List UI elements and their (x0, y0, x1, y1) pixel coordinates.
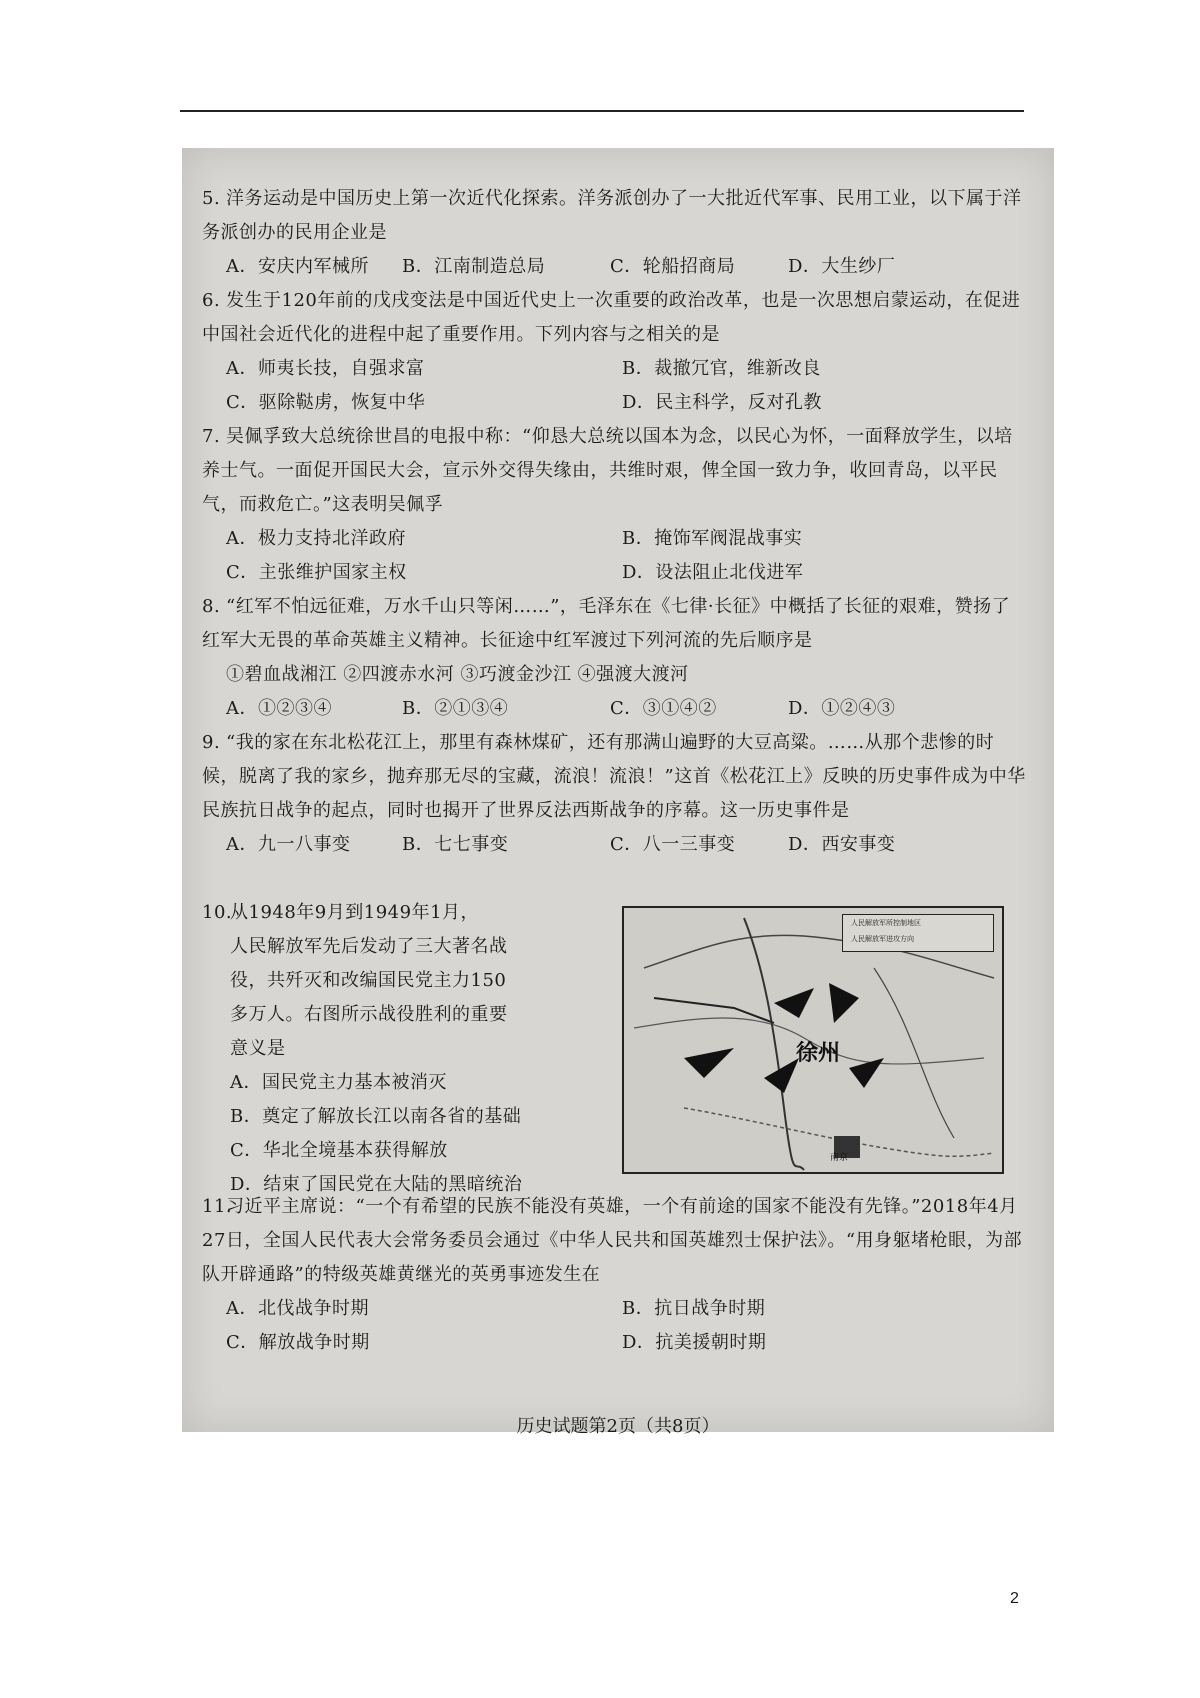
option-c: C．轮船招商局 (610, 256, 736, 277)
option-d: D．西安事变 (788, 834, 896, 855)
question-number: 8. (202, 596, 221, 617)
question-6 (202, 284, 1028, 420)
option-b: B．奠定了解放长江以南各省的基础 (230, 1106, 522, 1127)
question-5 (202, 182, 1028, 284)
question-number: 6. (202, 290, 221, 311)
battle-map (622, 906, 1004, 1174)
exam-page-footer: 历史试题第2页（共8页） (516, 1416, 720, 1437)
option-b: B．七七事变 (402, 834, 509, 855)
option-a: A．极力支持北洋政府 (226, 528, 406, 549)
question-stem: “红军不怕远征难，万水千山只等闲……”，毛泽东在《七律·长征》中概括了长征的艰难，赞扬了红军大无畏的革命英雄主义精神。长征途中红军渡过下列河流的先后顺序是 (202, 596, 1011, 651)
question-11 (202, 1190, 1028, 1360)
question-7 (202, 420, 1028, 590)
city-label-xuzhou: 徐州 (796, 1040, 841, 1066)
city-label-nanjing: 南京 (830, 1153, 849, 1163)
option-c: C．驱除鞑虏，恢复中华 (226, 392, 426, 413)
header-rule (180, 110, 1024, 112)
question-stem: “我的家在东北松花江上，那里有森林煤矿，还有那满山遍野的大豆高粱。……从那个悲惨的时候，脱离了我的家乡，抛弃那无尽的宝藏，流浪！流浪！”这首《松花江上》反映的历史事件成为中华民族抗日战争的起点，同时也揭开了世界反法西斯战争的序幕。这一历史事件是 (202, 732, 1026, 821)
option-c: C．解放战争时期 (226, 1332, 370, 1353)
question-number: 5. (202, 188, 221, 209)
question-8 (202, 590, 1028, 726)
option-d: D．设法阻止北伐进军 (622, 562, 804, 583)
question-stem: 习近平主席说：“一个有希望的民族不能没有英雄，一个有前途的国家不能没有先锋。”2018年4月27日，全国人民代表大会常务委员会通过《中华人民共和国英雄烈士保护法》。“用身躯堵枪眼，为部队开辟通路”的特级英雄黄继光的英勇事迹发生在 (202, 1196, 1023, 1285)
legend-item: 人民解放军所控制地区 (851, 919, 921, 927)
option-d: D．大生纱厂 (788, 256, 896, 277)
question-10 (202, 896, 562, 1202)
map-legend (842, 914, 994, 952)
option-c: C．八一三事变 (610, 834, 736, 855)
question-stem-line: 人民解放军先后发动了三大著名战 (230, 936, 508, 957)
option-b: B．裁撤冗官，维新改良 (622, 358, 821, 379)
question-stem-line: 多万人。右图所示战役胜利的重要 (230, 1004, 508, 1025)
option-a: A．安庆内军械所 (226, 256, 369, 277)
question-stem: 洋务运动是中国历史上第一次近代化探索。洋务派创办了一大批近代军事、民用工业，以下属于洋务派创办的民用企业是 (202, 188, 1022, 243)
option-b: B．掩饰军阀混战事实 (622, 528, 803, 549)
question-number: 11. (202, 1196, 233, 1217)
option-c: C．主张维护国家主权 (226, 562, 407, 583)
option-c: C．③①④② (610, 698, 717, 719)
question-stem: 吴佩孚致大总统徐世昌的电报中称：“仰恳大总统以国本为念，以民心为怀，一面释放学生，以培养士气。一面促开国民大会，宣示外交得失缘由，共维时艰，俾全国一致力争，收回青岛，以平民气，而救危亡。”这表明吴佩孚 (202, 426, 1013, 515)
option-d: D．抗美援朝时期 (622, 1332, 767, 1353)
option-d: D．①②④③ (788, 698, 896, 719)
option-d: D．民主科学，反对孔教 (622, 392, 822, 413)
scanned-exam-page (182, 148, 1054, 1437)
legend-item: 人民解放军进攻方向 (851, 935, 914, 943)
option-a: A．北伐战争时期 (226, 1298, 369, 1319)
page-number: 2 (1010, 1590, 1019, 1607)
option-a: A．国民党主力基本被消灭 (230, 1072, 447, 1093)
question-number: 9. (202, 732, 221, 753)
option-b: B．抗日战争时期 (622, 1298, 766, 1319)
question-9 (202, 726, 1028, 862)
question-stem-line: 从1948年9月到1949年1月， (230, 902, 480, 923)
option-a: A．师夷长技，自强求富 (226, 358, 425, 379)
option-a: A．①②③④ (226, 698, 332, 719)
question-number: 7. (202, 426, 221, 447)
sub-items: ①碧血战湘江 ②四渡赤水河 ③巧渡金沙江 ④强渡大渡河 (226, 664, 689, 685)
question-stem-line: 意义是 (230, 1038, 286, 1059)
question-stem-line: 役，共歼灭和改编国民党主力150 (230, 970, 507, 991)
option-c: C．华北全境基本获得解放 (230, 1140, 448, 1161)
option-d: D．结束了国民党在大陆的黑暗统治 (230, 1174, 523, 1195)
question-stem: 发生于120年前的戊戌变法是中国近代史上一次重要的政治改革，也是一次思想启蒙运动，在促进中国社会近代化的进程中起了重要作用。下列内容与之相关的是 (202, 290, 1021, 345)
option-a: A．九一八事变 (226, 834, 351, 855)
question-number: 10. (202, 902, 233, 923)
option-b: B．江南制造总局 (402, 256, 546, 277)
option-b: B．②①③④ (402, 698, 509, 719)
